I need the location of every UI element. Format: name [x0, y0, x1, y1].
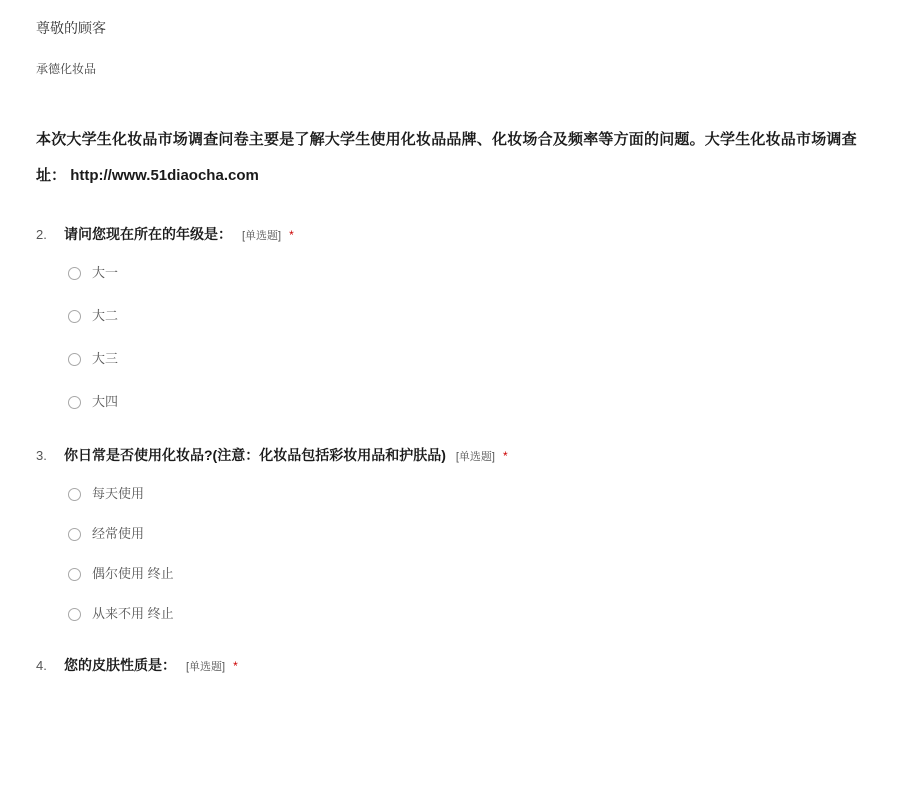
- question-header: [36, 655, 900, 675]
- option-row[interactable]: [68, 389, 900, 415]
- question-title: 您的皮肤性质是：: [64, 657, 176, 673]
- option-row[interactable]: [68, 601, 900, 627]
- question-number: 3.: [36, 448, 47, 463]
- question-block-4: [0, 655, 900, 675]
- option-list: [36, 481, 900, 627]
- radio-icon[interactable]: [68, 568, 81, 581]
- survey-url[interactable]: http://www.51diaocha.com: [70, 167, 259, 184]
- option-label: 大四: [92, 394, 119, 409]
- intro-line-1: 本次大学生化妆品市场调查问卷主要是了解大学生使用化妆品品牌、化妆场合及频率等方面的问题。大学生化妆品市场调查: [36, 131, 857, 148]
- option-label: 从来不用 终止: [92, 606, 174, 621]
- option-label: 大二: [92, 308, 119, 323]
- option-row[interactable]: [68, 303, 900, 329]
- company-name: 承德化妆品: [36, 62, 97, 76]
- radio-icon[interactable]: [68, 267, 81, 280]
- radio-icon[interactable]: [68, 310, 81, 323]
- required-marker: *: [233, 659, 238, 673]
- question-block-3: [0, 445, 900, 627]
- intro-paragraph: [36, 122, 864, 158]
- question-title: 请问您现在所在的年级是：: [64, 226, 232, 242]
- option-row[interactable]: [68, 346, 900, 372]
- option-row[interactable]: [68, 561, 900, 587]
- question-type-label: [单选题]: [186, 661, 226, 673]
- radio-icon[interactable]: [68, 528, 81, 541]
- radio-icon[interactable]: [68, 488, 81, 501]
- option-label: 偶尔使用 终止: [92, 566, 174, 581]
- option-label: 每天使用: [92, 486, 145, 501]
- option-list: [36, 260, 900, 415]
- salutation-text: 尊敬的顾客: [36, 20, 106, 36]
- question-block-2: [0, 224, 900, 415]
- option-row[interactable]: [68, 260, 900, 286]
- option-label: 大三: [92, 351, 119, 366]
- required-marker: *: [289, 228, 294, 242]
- question-type-label: [单选题]: [455, 451, 495, 463]
- option-row[interactable]: [68, 521, 900, 547]
- radio-icon[interactable]: [68, 353, 81, 366]
- option-label: 经常使用: [92, 526, 145, 541]
- radio-icon[interactable]: [68, 396, 81, 409]
- question-header: [36, 224, 900, 244]
- intro-paragraph-line2: [36, 158, 864, 194]
- question-type-label: [单选题]: [242, 230, 282, 242]
- question-number: 4.: [36, 658, 47, 673]
- intro-line-2-prefix: 址：: [36, 167, 67, 184]
- radio-icon[interactable]: [68, 608, 81, 621]
- option-label: 大一: [92, 265, 119, 280]
- required-marker: *: [503, 449, 508, 463]
- question-title: 你日常是否使用化妆品?(注意：化妆品包括彩妆用品和护肤品): [64, 447, 446, 463]
- question-number: 2.: [36, 227, 47, 242]
- question-header: [36, 445, 900, 465]
- option-row[interactable]: [68, 481, 900, 507]
